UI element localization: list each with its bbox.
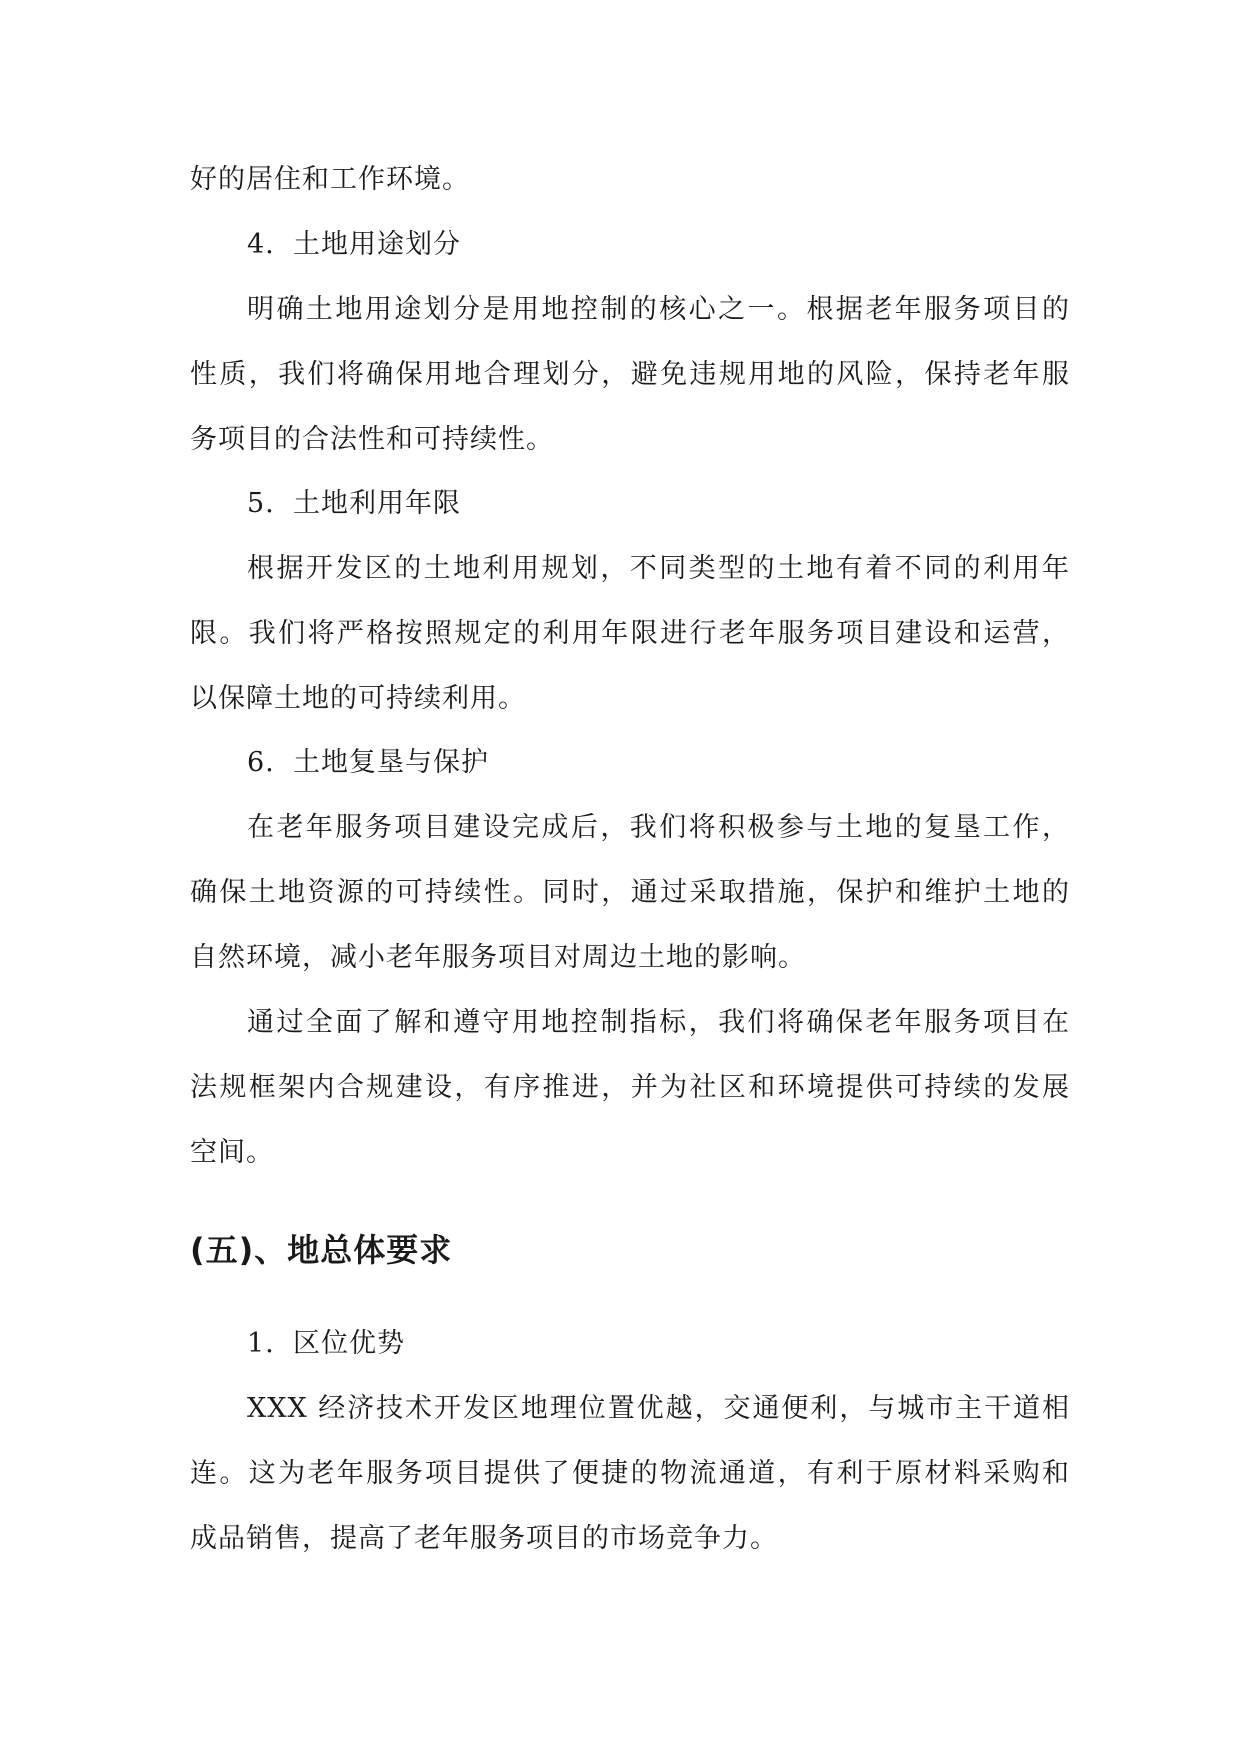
list-item-heading [247,225,1070,265]
paragraph-line: XXX 经济技术开发区地理位置优越，交通便利，与城市主干道相 [247,1393,1070,1424]
list-item-heading [247,743,1070,783]
list-number: 4. [247,229,275,260]
list-item-title: 土地复垦与保护 [293,747,489,778]
paragraph-line: 限。我们将严格按照规定的利用年限进行老年服务项目建设和运营， [190,618,1070,649]
list-number: 6. [247,747,275,778]
list-number: 1. [247,1328,275,1359]
paragraph-line: 自然环境，减小老年服务项目对周边土地的影响。 [190,942,806,973]
list-item-heading [247,484,1070,524]
paragraph-line: 根据开发区的土地利用规划，不同类型的土地有着不同的利用年 [247,553,1070,584]
paragraph-line: 确保土地资源的可持续性。同时，通过采取措施，保护和维护土地的 [190,877,1070,908]
paragraph-line: 在老年服务项目建设完成后，我们将积极参与土地的复垦工作， [247,812,1070,843]
section-heading: (五)、地总体要求 [190,1231,453,1269]
paragraph-line: 连。这为老年服务项目提供了便捷的物流通道，有利于原材料采购和 [190,1458,1070,1489]
list-item-title: 土地利用年限 [293,488,461,519]
paragraph-line: 性质，我们将确保用地合理划分，避免违规用地的风险，保持老年服 [190,359,1070,390]
paragraph-line: 以保障土地的可持续利用。 [190,683,526,714]
paragraph-line: 通过全面了解和遵守用地控制指标，我们将确保老年服务项目在 [247,1007,1070,1038]
list-item-heading [247,1324,1070,1364]
list-number: 5. [247,488,275,519]
paragraph-line: 好的居住和工作环境。 [190,164,470,195]
paragraph-line: 明确土地用途划分是用地控制的核心之一。根据老年服务项目的 [247,294,1070,325]
paragraph-line: 法规框架内合规建设，有序推进，并为社区和环境提供可持续的发展 [190,1072,1070,1103]
paragraph-line: 成品销售，提高了老年服务项目的市场竞争力。 [190,1523,778,1554]
list-item-title: 区位优势 [293,1328,405,1359]
paragraph-line: 空间。 [190,1137,274,1168]
paragraph-line: 务项目的合法性和可持续性。 [190,424,554,455]
list-item-title: 土地用途划分 [293,229,461,260]
